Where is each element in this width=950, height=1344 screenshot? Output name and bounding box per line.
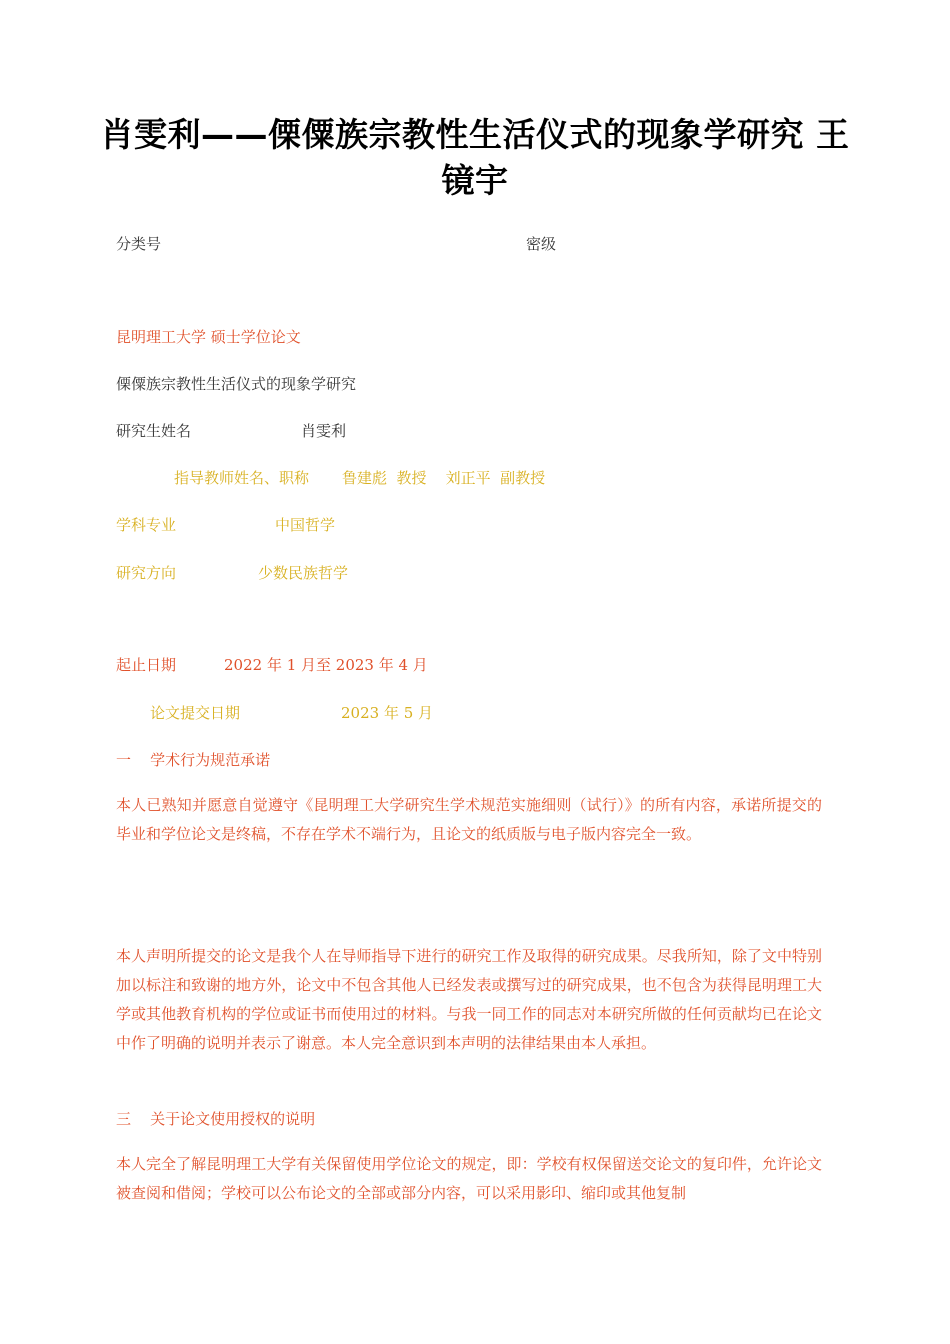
authorization-paragraph: 本人完全了解昆明理工大学有关保留使用学位论文的规定，即：学校有权保留送交论文的复印件，允许论文被查阅和借阅；学校可以公布论文的全部或部分内容，可以采用影印、缩印或其他复制	[116, 1155, 822, 1202]
student-name-label: 研究生姓名	[116, 422, 192, 440]
major-label: 学科专业	[116, 516, 177, 534]
direction-label: 研究方向	[116, 564, 177, 582]
direction-value: 少数民族哲学	[258, 564, 349, 582]
university-degree-line: 昆明理工大学 硕士学位论文	[116, 328, 301, 346]
submit-date-value: 2023 年 5 月	[341, 704, 434, 722]
thesis-title: 傈僳族宗教性生活仪式的现象学研究	[116, 375, 357, 393]
section-1-heading: 一 学术行为规范承诺	[116, 751, 271, 769]
submit-date-label: 论文提交日期	[150, 704, 241, 722]
dates-label: 起止日期	[116, 656, 177, 674]
originality-declaration-paragraph: 本人声明所提交的论文是我个人在导师指导下进行的研究工作及取得的研究成果。尽我所知，除了文中特别加以标注和致谢的地方外，论文中不包含其他人已经发表或撰写过的研究成果，也不包含为获得昆明理工大学或其他教育机构的学位或证书而使用过的材料。与我一同工作的同志对本研究所做的任何贡献均已在论文中作了明确的说明并表示了谢意。本人完全意识到本声明的法律结果由本人承担。	[116, 947, 822, 1052]
section-3-heading: 三 关于论文使用授权的说明	[116, 1110, 316, 1128]
document-title: 肖雯利——傈僳族宗教性生活仪式的现象学研究 王镜宇	[100, 115, 850, 200]
dates-value: 2022 年 1 月至 2023 年 4 月	[224, 656, 428, 674]
major-value: 中国哲学	[275, 516, 336, 534]
secret-level-label: 密级	[526, 235, 557, 253]
classification-label: 分类号	[116, 235, 162, 253]
advisor-label: 指导教师姓名、职称	[174, 469, 310, 487]
academic-conduct-paragraph: 本人已熟知并愿意自觉遵守《昆明理工大学研究生学术规范实施细则（试行）》的所有内容，承诺所提交的毕业和学位论文是终稿，不存在学术不端行为，且论文的纸质版与电子版内容完全一致。	[116, 796, 822, 843]
student-name-value: 肖雯利	[301, 422, 347, 440]
advisor-value: 鲁建彪 教授 刘正平 副教授	[342, 469, 546, 487]
